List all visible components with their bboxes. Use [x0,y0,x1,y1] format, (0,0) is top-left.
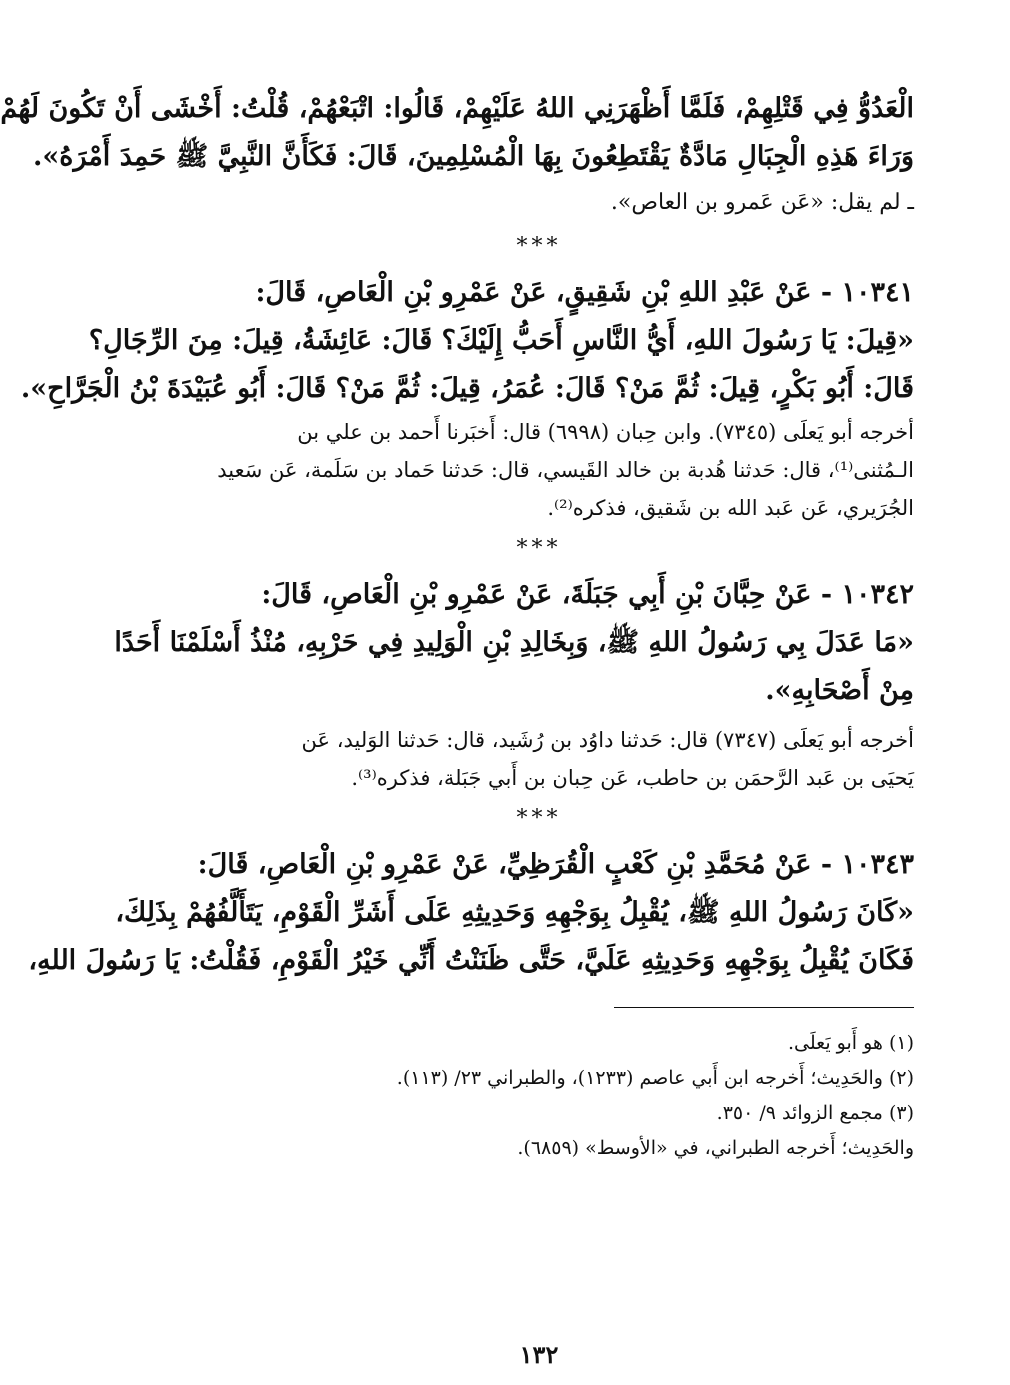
hadith-text-line: مِنْ أَصْحَابِهِ». [765,675,914,706]
hadith-text-line: قَالَ: أَبُو بَكْرٍ، قِيلَ: ثُمَّ مَنْ؟ قَالَ: عُمَرُ، قِيلَ: ثُمَّ مَنْ؟ قَالَ: أَبُو عُبَيْدَةَ بْنُ الْجَرَّاحِ». [20,373,914,404]
hadith-heading: ١٠٣٤٣ - عَنْ مُحَمَّدِ بْنِ كَعْبٍ الْقُرَظِيِّ، عَنْ عَمْرِو بْنِ الْعَاصِ، قَالَ: [197,849,914,880]
text-line: وَرَاءَ هَذِهِ الْجِبَالِ مَادَّةٌ يَقْتَطِعُونَ بِهَا الْمُسْلِمِينَ، قَالَ: فَكَأَنَّ النَّبِيَّ ﷺ حَمِدَ أَمْرَهُ». [33,141,914,172]
note-line: ـ لم يقل: «عَن عَمرو بن العاص». [610,190,914,215]
hadith-heading: ١٠٣٤٢ - عَنْ حِبَّانَ بْنِ أَبِي جَبَلَةَ، عَنْ عَمْرِو بْنِ الْعَاصِ، قَالَ: [261,579,914,610]
hadith-text-line: «كَانَ رَسُولُ اللهِ ﷺ، يُقْبِلُ بِوَجْهِهِ وَحَدِيثِهِ عَلَى أَشَرِّ الْقَوْمِ، يَتَأَلَّفُهُمْ بِذَلِكَ، [115,897,914,928]
takhrij-line: أخرجه أبو يَعلَى (٧٣٤٥). وابن حِبان (٦٩٩٨) قال: أَخبَرنا أَحمد بن علي بن [297,420,914,444]
takhrij-line: يَحيَى بن عَبد الرَّحمَن بن حاطب، عَن حِبان بن أَبي جَبَلة، فذكره⁽³⁾. [351,766,914,790]
takhrij-line: الـمُثنى⁽¹⁾، قال: حَدثنا هُدبة بن خالد القَيسي، قال: حَدثنا حَماد بن سَلَمة، عَن سَعيد [217,458,914,482]
hadith-heading: ١٠٣٤١ - عَنْ عَبْدِ اللهِ بْنِ شَقِيقٍ، عَنْ عَمْرِو بْنِ الْعَاصِ، قَالَ: [255,277,914,308]
hadith-text-line: فَكَانَ يُقْبِلُ بِوَجْهِهِ وَحَدِيثِهِ عَلَيَّ، حَتَّى ظَنَنْتُ أَنِّي خَيْرُ الْقَوْمِ، فَقُلْتُ: يَا رَسُولَ اللهِ، [28,945,914,976]
separator-stars: *** [516,234,562,259]
footnote: والحَدِيث؛ أَخرجه الطبراني، في «الأوسط» (٦٨٥٩). [517,1137,914,1159]
text-line: الْعَدُوُّ فِي قَتْلِهِمْ، فَلَمَّا أَظْهَرَنِي اللهُ عَلَيْهِمْ، قَالُوا: اتْبَعْهُمْ، قُلْتُ: أَخْشَى أَنْ تَكُونَ لَهُمْ [0,93,914,124]
hadith-text-line: «قِيلَ: يَا رَسُولَ اللهِ، أَيُّ النَّاسِ أَحَبُّ إِلَيْكَ؟ قَالَ: عَائِشَةُ، قِيلَ: مِنَ الرِّجَالِ؟ [88,325,914,356]
takhrij-line: أخرجه أبو يَعلَى (٧٣٤٧) قال: حَدثنا داوُد بن رُشَيد، قال: حَدثنا الوَليد، عَن [301,728,914,752]
takhrij-line: الجُرَيري، عَن عَبد الله بن شَقيق، فذكره⁽²⁾. [547,496,914,520]
separator-stars: *** [516,806,562,831]
footnote: (١) هو أَبو يَعلَى. [787,1032,914,1054]
separator-stars: *** [516,536,562,561]
page-content [0,85,914,1369]
footnote: (٢) والحَدِيث؛ أَخرجه ابن أَبي عاصم (١٢٣٣)، والطبراني ٢٣/ (١١٣). [396,1067,914,1089]
footnote: (٣) مجمع الزوائد ٩/ ٣٥٠. [716,1102,914,1124]
page-number: ١٣٢ [519,1340,559,1369]
hadith-text-line: «مَا عَدَلَ بِي رَسُولُ اللهِ ﷺ، وَبِخَالِدِ بْنِ الْوَلِيدِ فِي حَرْبِهِ، مُنْذُ أَسْلَمْنَا أَحَدًا [114,627,914,658]
footnote-divider [614,1007,914,1008]
